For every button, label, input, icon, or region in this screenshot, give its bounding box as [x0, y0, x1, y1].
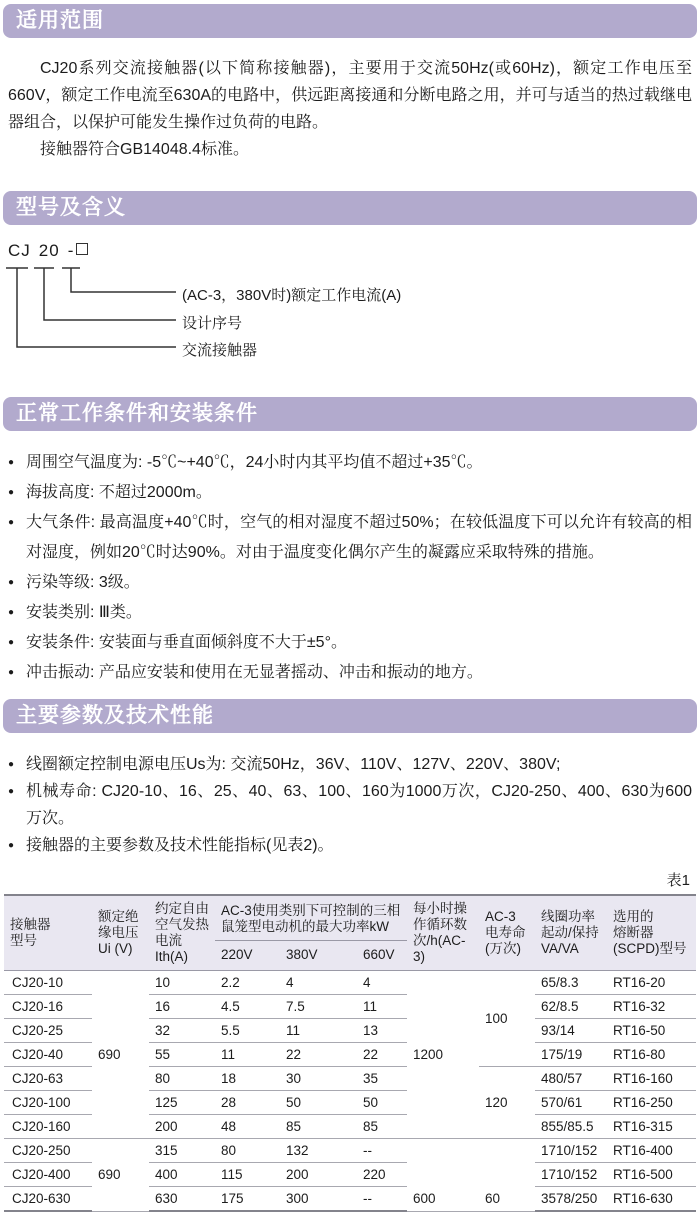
table-row	[4, 971, 696, 995]
cell-380v: 85	[280, 1115, 357, 1139]
section-title: 正常工作条件和安装条件	[16, 402, 258, 425]
bullet-item: ● 线圈额定控制电源电压Us为: 交流50Hz，36V、110V、127V、220V、380V;	[8, 751, 692, 778]
table-header	[4, 895, 696, 971]
cell-fuse: RT16-400	[607, 1139, 696, 1163]
cell-660v: 50	[357, 1091, 407, 1115]
diagram-label-design-serial: 设计序号	[182, 315, 243, 332]
scope-paragraphs	[8, 55, 692, 163]
cell-model: CJ20-16	[4, 995, 92, 1019]
cell-660v: 220	[357, 1163, 407, 1187]
bullet-item: ● 污染等级: 3级。	[8, 568, 692, 598]
working-conditions-list	[8, 448, 692, 688]
cell-coil: 1710/152	[535, 1139, 607, 1163]
cell-coil: 480/57	[535, 1067, 607, 1091]
cell-model: CJ20-10	[4, 971, 92, 995]
cell-380v: 22	[280, 1043, 357, 1067]
cell-ith: 32	[149, 1019, 215, 1043]
cell-model: CJ20-630	[4, 1187, 92, 1212]
cell-fuse: RT16-500	[607, 1163, 696, 1187]
section-title: 主要参数及技术性能	[16, 704, 214, 727]
cell-220v: 115	[215, 1163, 280, 1187]
column-header-660v: 660V	[357, 940, 407, 970]
cell-ith: 200	[149, 1115, 215, 1139]
cell-fuse: RT16-32	[607, 995, 696, 1019]
cell-model: CJ20-25	[4, 1019, 92, 1043]
cell-220v: 2.2	[215, 971, 280, 995]
main-parameters-list	[8, 751, 692, 859]
column-header-model: 接触器 型号	[4, 895, 92, 971]
spec-table	[4, 894, 696, 1212]
cell-660v: --	[357, 1187, 407, 1212]
cell-model: CJ20-40	[4, 1043, 92, 1067]
cell-380v: 30	[280, 1067, 357, 1091]
cell-660v: --	[357, 1139, 407, 1163]
model-code-series: 20	[38, 241, 60, 260]
column-header-220v: 220V	[215, 940, 280, 970]
cell-ith: 125	[149, 1091, 215, 1115]
cell-ith: 315	[149, 1139, 215, 1163]
cell-coil: 3578/250	[535, 1187, 607, 1212]
cell-ith: 10	[149, 971, 215, 995]
column-header-ac3-motor-power-group: AC-3使用类别下可控制的三相 鼠笼型电动机的最大功率kW	[215, 895, 407, 940]
paragraph: CJ20系列交流接触器(以下简称接触器)，主要用于交流50Hz(或60Hz)，额定工作电压至660V，额定工作电流至630A的电路中，供远距离接通和分断电路之用，并可与适当的热过载继电器组合，以保护可能发生操作过负荷的电路。	[8, 60, 692, 131]
cell-coil: 1710/152	[535, 1163, 607, 1187]
section-banner-working-conditions	[3, 397, 697, 431]
column-header-insulation-voltage: 额定绝 缘电压 Ui (V)	[92, 895, 149, 971]
cell-fuse: RT16-315	[607, 1115, 696, 1139]
cell-220v: 11	[215, 1043, 280, 1067]
column-header-fuse: 选用的 熔断器 (SCPD)型号	[607, 895, 696, 971]
cell-life: 100	[479, 971, 535, 1067]
cell-220v: 4.5	[215, 995, 280, 1019]
cell-coil: 65/8.3	[535, 971, 607, 995]
cell-ith: 80	[149, 1067, 215, 1091]
cell-fuse: RT16-630	[607, 1187, 696, 1212]
cell-220v: 48	[215, 1115, 280, 1139]
cell-220v: 5.5	[215, 1019, 280, 1043]
cell-220v: 80	[215, 1139, 280, 1163]
cell-380v: 50	[280, 1091, 357, 1115]
column-header-thermal-current: 约定自由 空气发热 电流Ith(A)	[149, 895, 215, 971]
column-header-coil-power: 线圈功率 起动/保持 VA/VA	[535, 895, 607, 971]
cell-fuse: RT16-20	[607, 971, 696, 995]
model-code-dash: -	[67, 241, 75, 260]
section-banner-model-meaning	[3, 191, 697, 225]
cell-model: CJ20-250	[4, 1139, 92, 1163]
cell-fuse: RT16-160	[607, 1067, 696, 1091]
cell-ith: 630	[149, 1187, 215, 1212]
cell-ith: 400	[149, 1163, 215, 1187]
cell-fuse: RT16-250	[607, 1091, 696, 1115]
cell-fuse: RT16-50	[607, 1019, 696, 1043]
cell-cycles: 600	[407, 1139, 479, 1212]
cell-660v: 11	[357, 995, 407, 1019]
section-banner-scope	[3, 4, 697, 38]
cell-life: 120	[479, 1067, 535, 1139]
diagram-label-ac-contactor: 交流接触器	[182, 342, 258, 359]
bullet-item: ● 安装类别: Ⅲ类。	[8, 598, 692, 628]
cell-660v: 4	[357, 971, 407, 995]
cell-660v: 35	[357, 1067, 407, 1091]
cell-ui: 690	[92, 1139, 149, 1212]
cell-coil: 570/61	[535, 1091, 607, 1115]
section-title: 型号及含义	[16, 196, 126, 219]
cell-coil: 93/14	[535, 1019, 607, 1043]
cell-220v: 28	[215, 1091, 280, 1115]
cell-cycles: 1200	[407, 971, 479, 1139]
cell-model: CJ20-63	[4, 1067, 92, 1091]
table-row	[4, 1139, 696, 1163]
model-code-diagram	[0, 239, 700, 371]
cell-ith: 16	[149, 995, 215, 1019]
column-header-380v: 380V	[280, 940, 357, 970]
diagram-connector-lines	[0, 239, 700, 371]
model-code-prefix: CJ	[8, 241, 31, 260]
cell-380v: 132	[280, 1139, 357, 1163]
cell-380v: 11	[280, 1019, 357, 1043]
cell-660v: 22	[357, 1043, 407, 1067]
cell-380v: 7.5	[280, 995, 357, 1019]
cell-model: CJ20-100	[4, 1091, 92, 1115]
bullet-item: ● 冲击振动: 产品应安装和使用在无显著摇动、冲击和振动的地方。	[8, 658, 692, 688]
cell-380v: 300	[280, 1187, 357, 1212]
bullet-item: ● 海拔高度: 不超过2000m。	[8, 478, 692, 508]
cell-coil: 175/19	[535, 1043, 607, 1067]
cell-660v: 13	[357, 1019, 407, 1043]
paragraph: 接触器符合GB14048.4标准。	[40, 141, 249, 158]
cell-coil: 855/85.5	[535, 1115, 607, 1139]
bullet-item: ● 安装条件: 安装面与垂直面倾斜度不大于±5°。	[8, 628, 692, 658]
bullet-item: ● 机械寿命: CJ20-10、16、25、40、63、100、160为1000万次，CJ20-250、400、630为600万次。	[8, 778, 692, 832]
cell-660v: 85	[357, 1115, 407, 1139]
cell-model: CJ20-400	[4, 1163, 92, 1187]
diagram-label-rated-current: (AC-3，380V时)额定工作电流(A)	[182, 287, 402, 304]
cell-220v: 18	[215, 1067, 280, 1091]
table-caption: 表1	[666, 872, 690, 889]
cell-ui: 690	[92, 971, 149, 1139]
bullet-item: ● 接触器的主要参数及技术性能指标(见表2)。	[8, 832, 692, 859]
column-header-operating-cycles: 每小时操 作循环数 次/h(AC-3)	[407, 895, 479, 971]
section-banner-main-parameters	[3, 699, 697, 733]
section-title: 适用范围	[16, 9, 104, 32]
bullet-item: ● 大气条件: 最高温度+40℃时，空气的相对湿度不超过50%；在较低温度下可以允许有较高的相对湿度，例如20℃时达90%。对由于温度变化偶尔产生的凝露应采取特殊的措施。	[8, 508, 692, 568]
cell-380v: 4	[280, 971, 357, 995]
cell-life: 60	[479, 1139, 535, 1212]
cell-model: CJ20-160	[4, 1115, 92, 1139]
cell-coil: 62/8.5	[535, 995, 607, 1019]
cell-ith: 55	[149, 1043, 215, 1067]
cell-220v: 175	[215, 1187, 280, 1212]
column-header-electrical-life: AC-3 电寿命 (万次)	[479, 895, 535, 971]
cell-fuse: RT16-80	[607, 1043, 696, 1067]
bullet-item: ● 周围空气温度为: -5℃~+40℃，24小时内其平均值不超过+35℃。	[8, 448, 692, 478]
cell-380v: 200	[280, 1163, 357, 1187]
